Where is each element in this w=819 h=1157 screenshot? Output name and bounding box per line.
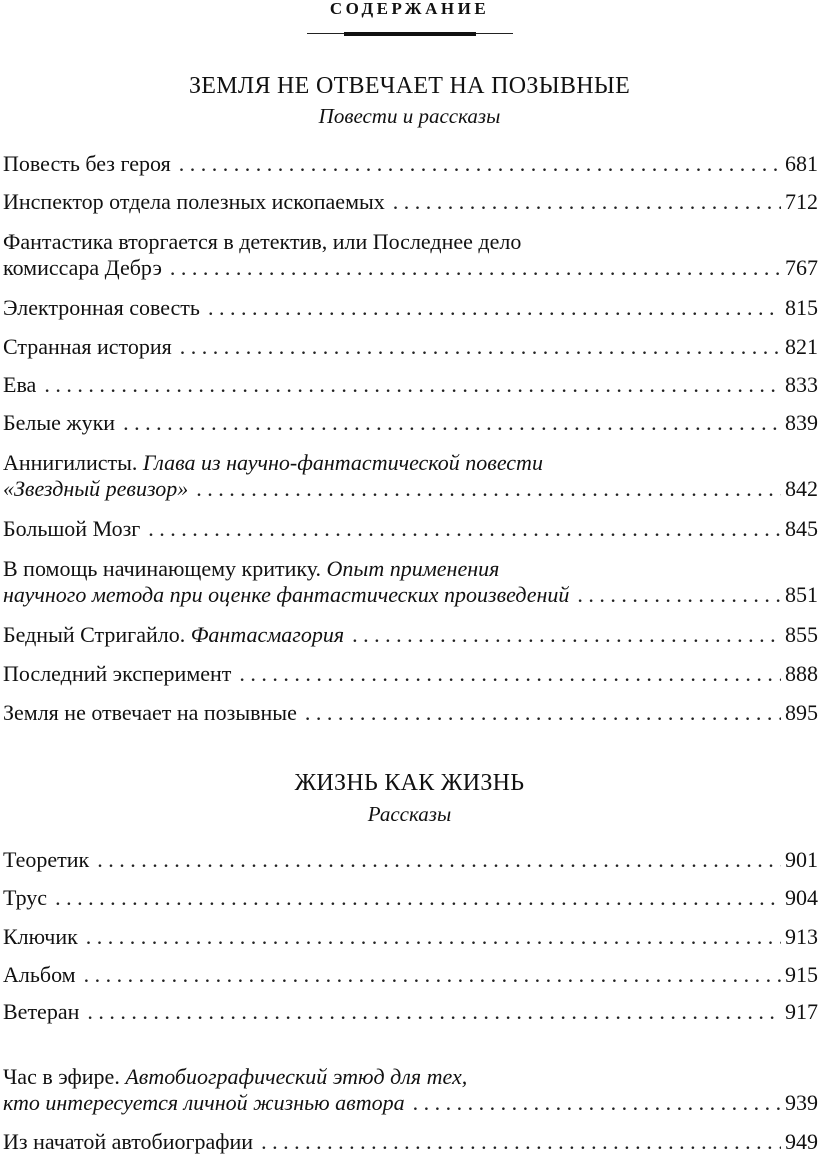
toc-entry[interactable] <box>3 924 818 950</box>
entry-subtitle: Фантасмагория <box>190 622 345 647</box>
page-number: 839 <box>785 410 818 435</box>
toc-entry[interactable] <box>3 1129 818 1155</box>
page-number: 815 <box>785 295 818 320</box>
page-number: 904 <box>785 885 818 910</box>
entry-title: Из начатой автобиографии <box>3 1129 254 1154</box>
entry-subtitle: «Звездный ревизор» <box>3 476 189 501</box>
page-number: 949 <box>785 1129 818 1154</box>
section-title: ЖИЗНЬ КАК ЖИЗНЬ <box>294 770 525 796</box>
dot-leader <box>123 410 781 436</box>
entry-title-first-line: Фантастика вторгается в детектив, или Последнее дело <box>3 229 522 254</box>
toc-entry[interactable] <box>3 450 818 502</box>
dot-leader <box>352 622 781 648</box>
dot-leader <box>44 372 781 398</box>
entry-subtitle: научного метода при оценке фантастических произведений <box>3 582 570 607</box>
dot-leader <box>208 295 781 321</box>
entry-title: Трус <box>3 885 48 910</box>
page-number: 842 <box>785 476 818 501</box>
ornament-rule <box>307 31 513 37</box>
dot-leader <box>196 476 781 502</box>
entry-title: Час в эфире. <box>3 1064 120 1089</box>
toc-entry[interactable] <box>3 372 818 398</box>
section-subtitle: Рассказы <box>367 802 452 826</box>
entry-title: Аннигилисты. <box>3 450 138 475</box>
entry-title: Теоретик <box>3 847 90 872</box>
entry-title: Большой Мозг <box>3 516 141 541</box>
entry-title: Инспектор отдела полезных ископаемых <box>3 189 385 214</box>
entry-title: Повесть без героя <box>3 151 171 176</box>
entry-title: Ветеран <box>3 999 80 1024</box>
dot-leader <box>305 700 781 726</box>
section-subtitle: Повести и рассказы <box>318 104 501 128</box>
page-number: 939 <box>785 1090 818 1115</box>
page-number: 833 <box>785 372 818 397</box>
dot-leader <box>180 334 781 360</box>
dot-leader <box>413 1090 781 1116</box>
entry-title: Бедный Стригайло. <box>3 622 186 647</box>
entry-title: Странная история <box>3 334 172 359</box>
entry-title-first-line <box>3 556 818 582</box>
dot-leader <box>239 661 781 687</box>
page-number: 915 <box>785 962 818 987</box>
running-head: СОДЕРЖАНИЕ <box>329 0 490 18</box>
page-number: 855 <box>785 622 818 647</box>
ornament-thick-line <box>344 32 476 36</box>
entry-title-group <box>3 622 344 648</box>
dot-leader <box>261 1129 781 1155</box>
dot-leader <box>86 924 781 950</box>
dot-leader <box>179 151 781 177</box>
entry-subtitle: кто интересуется личной жизнью автора <box>3 1090 405 1115</box>
entry-title: В помощь начинающему критику. <box>3 556 322 581</box>
toc-entry[interactable] <box>3 189 818 215</box>
toc-entry[interactable] <box>3 295 818 321</box>
page-number: 901 <box>785 847 818 872</box>
toc-entry[interactable] <box>3 334 818 360</box>
dot-leader <box>87 999 781 1025</box>
entry-title-first-line <box>3 450 818 476</box>
toc-entry[interactable] <box>3 700 818 726</box>
dot-leader <box>84 962 781 988</box>
page-number: 888 <box>785 661 818 686</box>
toc-entry[interactable] <box>3 516 818 542</box>
toc-entry[interactable] <box>3 847 818 873</box>
entry-subtitle: Автобиографический этюд для тех, <box>125 1064 468 1089</box>
page-number: 767 <box>785 255 818 280</box>
toc-entry[interactable] <box>3 622 818 648</box>
entry-subtitle: Опыт применения <box>326 556 500 581</box>
entry-title: Земля не отвечает на позывные <box>3 700 297 725</box>
page-number: 917 <box>785 999 818 1024</box>
section-title: ЗЕМЛЯ НЕ ОТВЕЧАЕТ НА ПОЗЫВНЫЕ <box>188 73 631 99</box>
toc-entry[interactable] <box>3 151 818 177</box>
entry-subtitle: Глава из научно-фантастической повести <box>142 450 543 475</box>
entry-title: Электронная совесть <box>3 295 200 320</box>
toc-entry[interactable] <box>3 885 818 911</box>
toc-entry[interactable] <box>3 999 818 1025</box>
entry-title-first-line <box>3 1064 818 1090</box>
dot-leader <box>148 516 781 542</box>
toc-entry[interactable] <box>3 1064 818 1116</box>
dot-leader <box>170 255 781 281</box>
toc-entry[interactable] <box>3 661 818 687</box>
page-number: 681 <box>785 151 818 176</box>
dot-leader <box>97 847 781 873</box>
toc-entry[interactable] <box>3 962 818 988</box>
page-number: 845 <box>785 516 818 541</box>
page-number: 712 <box>785 189 818 214</box>
page-number: 851 <box>785 582 818 607</box>
page-number: 821 <box>785 334 818 359</box>
dot-leader <box>577 582 781 608</box>
page-number: 913 <box>785 924 818 949</box>
page-number: 895 <box>785 700 818 725</box>
dot-leader <box>55 885 781 911</box>
entry-title: Ключик <box>3 924 78 949</box>
entry-title: Последний эксперимент <box>3 661 232 686</box>
toc-entry[interactable] <box>3 229 818 281</box>
dot-leader <box>393 189 781 215</box>
entry-title: комиссара Дебрэ <box>3 255 162 280</box>
entry-title: Белые жуки <box>3 410 116 435</box>
entry-title: Альбом <box>3 962 76 987</box>
toc-entry[interactable] <box>3 556 818 608</box>
toc-entry[interactable] <box>3 410 818 436</box>
entry-title: Ева <box>3 372 37 397</box>
